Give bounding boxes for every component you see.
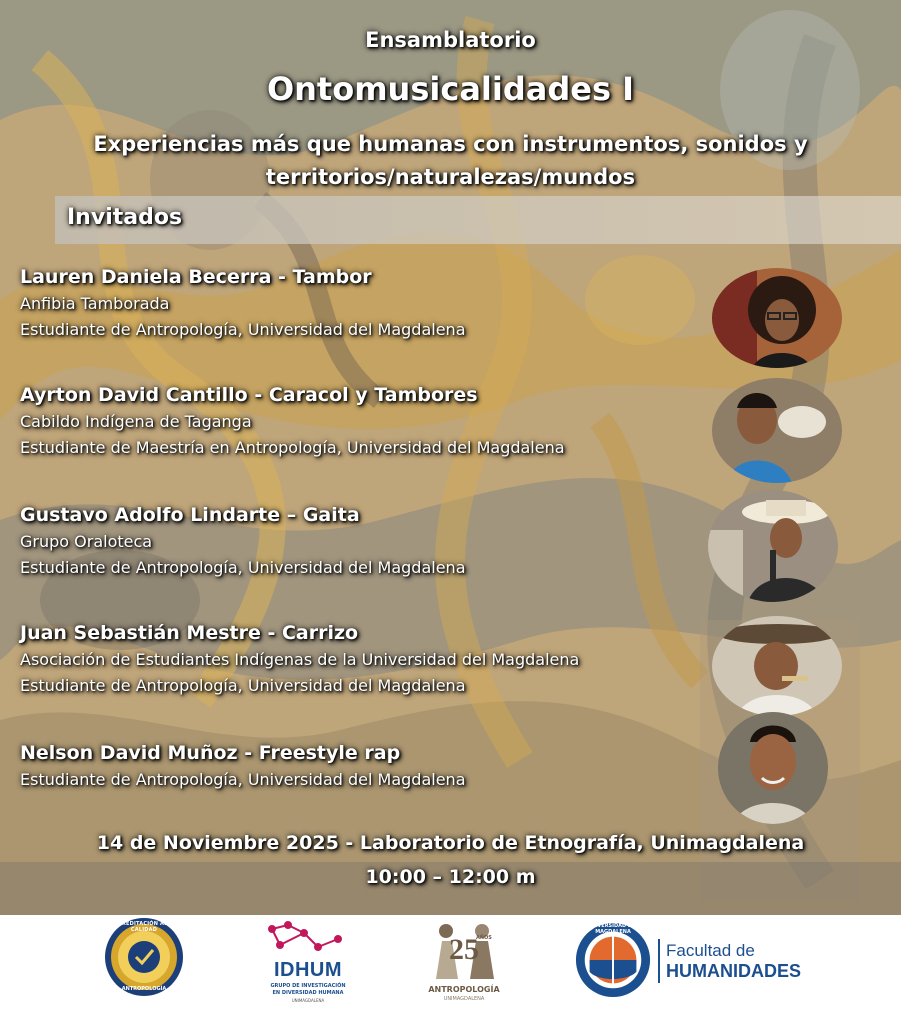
faculty-line-1: Facultad de: [666, 941, 755, 960]
guest-affiliation: Anfibia Tamborada: [20, 294, 170, 313]
guest-entry: [20, 382, 700, 461]
guest-entry: [20, 740, 700, 793]
guest-affiliation: Cabildo Indígena de Taganga: [20, 412, 252, 431]
event-subtitle: Experiencias más que humanas con instrumentos, sonidos y territorios/naturalezas/mundos: [93, 132, 808, 189]
guest-name: Gustavo Adolfo Lindarte – Gaita: [20, 504, 360, 526]
guest-role: Estudiante de Antropología, Universidad del Magdalena: [20, 770, 466, 789]
guests-heading-bar: [55, 196, 901, 244]
antropologia-name: ANTROPOLOGÍA: [428, 985, 500, 994]
faculty-line-2: HUMANIDADES: [666, 961, 801, 981]
anniversary-number: 25: [449, 933, 479, 966]
accreditation-seal-logo: [104, 917, 184, 997]
event-time: 10:00 – 12:00 m: [365, 866, 536, 888]
accreditation-ring-bottom-text: ANTROPOLOGÍA: [121, 986, 167, 992]
guest-affiliation: Asociación de Estudiantes Indígenas de la Universidad del Magdalena: [20, 650, 580, 669]
idhum-logo: [258, 919, 358, 1011]
guest-name: Nelson David Muñoz - Freestyle rap: [20, 742, 401, 764]
idhum-subtitle-1: GRUPO DE INVESTIGACIÓN: [270, 983, 346, 989]
accreditation-ring-text: ACREDITACIÓN ALTA CALIDAD: [114, 921, 174, 933]
antropologia-sub: UNIMAGDALENA: [443, 996, 485, 1002]
guest-entry: [20, 264, 700, 343]
guest-name: Lauren Daniela Becerra - Tambor: [20, 266, 372, 288]
idhum-subtitle-3: UNIMAGDALENA: [291, 998, 325, 1003]
guest-affiliation: Grupo Oraloteca: [20, 532, 153, 551]
antropologia-25-logo: [424, 919, 504, 1015]
guest-photo: [712, 268, 842, 368]
event-date-place: 14 de Noviembre 2025 - Laboratorio de Etnografía, Unimagdalena: [96, 832, 805, 854]
event-title: Ontomusicalidades I: [266, 70, 635, 108]
unimagdalena-logo: [574, 921, 814, 1001]
guest-name: Ayrton David Cantillo - Caracol y Tambores: [20, 384, 478, 406]
guest-photo: [708, 490, 838, 602]
guest-role: Estudiante de Maestría en Antropología, Universidad del Magdalena: [20, 438, 565, 457]
guest-photo: [712, 378, 842, 483]
logo-divider: [658, 939, 660, 983]
guest-photo: [718, 712, 828, 824]
event-kind: Ensamblatorio: [365, 28, 536, 52]
idhum-name: IDHUM: [273, 959, 343, 981]
idhum-subtitle-2: EN DIVERSIDAD HUMANA: [272, 990, 344, 996]
network-icon: [258, 919, 358, 959]
guest-role: Estudiante de Antropología, Universidad del Magdalena: [20, 676, 466, 695]
guest-entry: [20, 502, 700, 581]
guest-entry: [20, 620, 700, 699]
university-ring-text: UNIVERSIDAD DEL MAGDALENA: [587, 923, 639, 935]
anniversary-label: AÑOS: [476, 935, 492, 941]
guest-role: Estudiante de Antropología, Universidad del Magdalena: [20, 320, 466, 339]
guest-name: Juan Sebastián Mestre - Carrizo: [20, 622, 359, 644]
guest-photo: [712, 616, 842, 716]
guest-role: Estudiante de Antropología, Universidad del Magdalena: [20, 558, 466, 577]
guests-heading: Invitados: [67, 205, 183, 230]
logo-strip: [0, 915, 901, 1024]
